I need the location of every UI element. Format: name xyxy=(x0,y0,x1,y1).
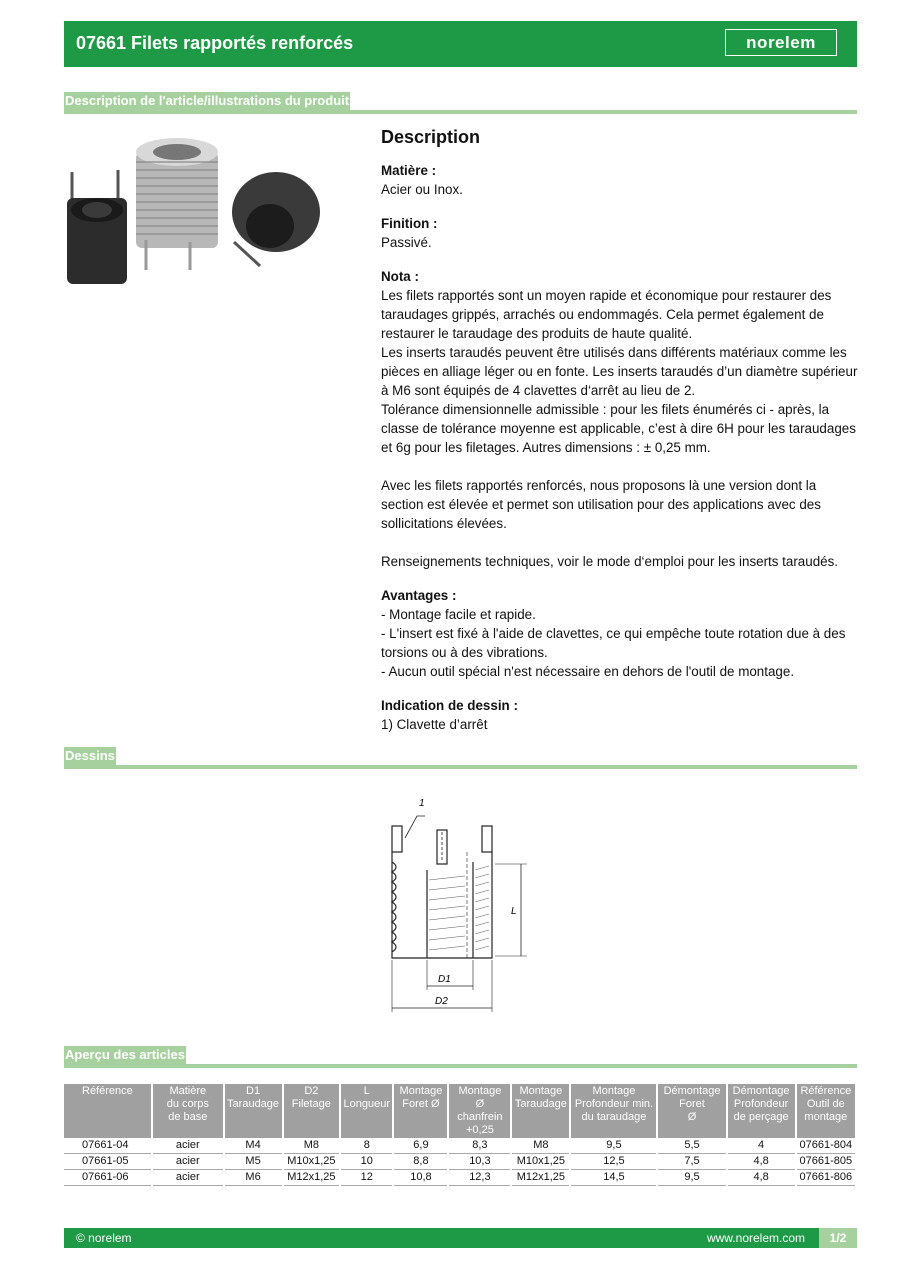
description-block xyxy=(381,128,859,749)
advantage-item: - L'insert est fixé à l'aide de clavettes, ce qui empêche toute rotation due à des torsions ou à des vibrations. xyxy=(381,626,846,660)
section-drawings-bar xyxy=(64,747,857,769)
footer-website: www.norelem.com xyxy=(706,1231,805,1245)
table-cell: 07661-04 xyxy=(64,1138,152,1154)
table-cell: 8,3 xyxy=(448,1138,511,1154)
table-cell: 5,5 xyxy=(657,1138,726,1154)
table-cell: 07661-05 xyxy=(64,1154,152,1170)
table-cell: 6,9 xyxy=(393,1138,448,1154)
advantage-item: - Aucun outil spécial n'est nécessaire en dehors de l'outil de montage. xyxy=(381,664,795,679)
table-row xyxy=(64,1138,856,1154)
table-cell: acier xyxy=(152,1170,223,1186)
column-header: Montage Foret Ø xyxy=(393,1084,448,1138)
table-cell: 12,5 xyxy=(570,1154,657,1170)
table-cell: 8,8 xyxy=(393,1154,448,1170)
column-header: Démontage Profondeur de perçage xyxy=(727,1084,796,1138)
table-cell: M12x1,25 xyxy=(283,1170,340,1186)
table-cell: 7,5 xyxy=(657,1154,726,1170)
table-cell: 10 xyxy=(340,1154,393,1170)
table-cell: 9,5 xyxy=(657,1170,726,1186)
page-title: 07661 Filets rapportés renforcés xyxy=(76,33,354,53)
insert-dark-side xyxy=(232,172,320,266)
table-cell: 4,8 xyxy=(727,1170,796,1186)
table-row xyxy=(64,1154,856,1170)
material-label: Matière : xyxy=(381,163,437,178)
technical-drawing xyxy=(383,790,535,1022)
column-header: Montage Ø chanfrein +0,25 xyxy=(448,1084,511,1138)
reinforced-paragraph: Avec les filets rapportés renforcés, nous proposons là une version dont la section est élevée et permet son utilisation pour des applications avec des sollicitations élevées. xyxy=(381,478,821,531)
finish-label: Finition : xyxy=(381,216,438,231)
table-cell: acier xyxy=(152,1138,223,1154)
table-cell: 07661-805 xyxy=(796,1154,856,1170)
table-row xyxy=(64,1170,856,1186)
nota-line: Les inserts taraudés peuvent être utilisés dans différents matériaux comme les pièces en alliage léger ou en fonte. Les inserts taraudés d’un diamètre supérieur à M6 sont équipés de 4 clavettes d‘arrêt au lieu de 2. xyxy=(381,345,858,398)
column-header: Matière du corps de base xyxy=(152,1084,223,1138)
product-photo xyxy=(64,130,334,290)
table-cell: M5 xyxy=(224,1154,283,1170)
table-cell: M10x1,25 xyxy=(511,1154,570,1170)
table-cell: M12x1,25 xyxy=(511,1170,570,1186)
table-cell: acier xyxy=(152,1154,223,1170)
table-cell: 4 xyxy=(727,1138,796,1154)
insert-dark-small xyxy=(67,170,127,284)
table-cell: M6 xyxy=(224,1170,283,1186)
section-overview-label: Aperçu des articles xyxy=(65,1047,185,1062)
d2-label: D2 xyxy=(435,996,448,1007)
page-footer xyxy=(64,1228,857,1248)
description-heading: Description xyxy=(381,127,481,147)
footer-page-number: 1/2 xyxy=(819,1228,857,1248)
table-cell: 07661-804 xyxy=(796,1138,856,1154)
column-header: Montage Profondeur min. du taraudage xyxy=(570,1084,657,1138)
footer-copyright: © norelem xyxy=(76,1231,132,1245)
table-header-row xyxy=(64,1084,856,1138)
section-overview-bar xyxy=(64,1046,857,1068)
table-cell: M10x1,25 xyxy=(283,1154,340,1170)
advantage-item: - Montage facile et rapide. xyxy=(381,607,536,622)
table-cell: 12 xyxy=(340,1170,393,1186)
column-header: D1 Taraudage xyxy=(224,1084,283,1138)
nota-label: Nota : xyxy=(381,269,419,284)
section-drawings-label: Dessins xyxy=(65,748,115,763)
table-cell: 14,5 xyxy=(570,1170,657,1186)
material-value: Acier ou Inox. xyxy=(381,182,463,197)
drawing-indication-value: 1) Clavette d’arrêt xyxy=(381,717,488,732)
norelem-logo: norelem xyxy=(725,29,837,56)
page-header xyxy=(64,21,857,67)
table-cell: M4 xyxy=(224,1138,283,1154)
table-cell: M8 xyxy=(283,1138,340,1154)
table-cell: 12,3 xyxy=(448,1170,511,1186)
table-cell: 10,8 xyxy=(393,1170,448,1186)
d1-label: D1 xyxy=(438,974,451,985)
table-cell: 8 xyxy=(340,1138,393,1154)
section-description-label: Description de l'article/illustrations du produit xyxy=(65,93,350,108)
column-header: Démontage Foret Ø xyxy=(657,1084,726,1138)
insert-silver-large xyxy=(136,138,218,270)
column-header: Référence Outil de montage xyxy=(796,1084,856,1138)
finish-value: Passivé. xyxy=(381,235,432,250)
table-cell: 07661-806 xyxy=(796,1170,856,1186)
table-cell: 07661-06 xyxy=(64,1170,152,1186)
table-cell: M8 xyxy=(511,1138,570,1154)
column-header: Référence xyxy=(64,1084,152,1138)
articles-table xyxy=(64,1084,857,1186)
table-cell: 9,5 xyxy=(570,1138,657,1154)
column-header: L Longueur xyxy=(340,1084,393,1138)
nota-line: Les filets rapportés sont un moyen rapide et économique pour restaurer des taraudages grippés, arrachés ou endommagés. Cela permet également de restaurer le taraudage des produits de haute qualité. xyxy=(381,288,832,341)
advantages-label: Avantages : xyxy=(381,588,457,603)
table-body xyxy=(64,1138,856,1186)
table-cell: 4,8 xyxy=(727,1154,796,1170)
drawing-indication-label: Indication de dessin : xyxy=(381,698,518,713)
section-description-bar xyxy=(64,92,857,114)
callout-label: 1 xyxy=(419,798,425,809)
column-header: D2 Filetage xyxy=(283,1084,340,1138)
length-label: L xyxy=(511,906,517,917)
table-cell: 10,3 xyxy=(448,1154,511,1170)
technical-paragraph: Renseignements techniques, voir le mode d‘emploi pour les inserts taraudés. xyxy=(381,554,839,569)
column-header: Montage Taraudage xyxy=(511,1084,570,1138)
nota-line: Tolérance dimensionnelle admissible : pour les filets énumérés ci - après, la classe de tolérance moyenne est applicable, c’est à dire 6H pour les taraudages et 6g pour les filetages. Autres dimensions : ± 0,25 mm. xyxy=(381,402,856,455)
